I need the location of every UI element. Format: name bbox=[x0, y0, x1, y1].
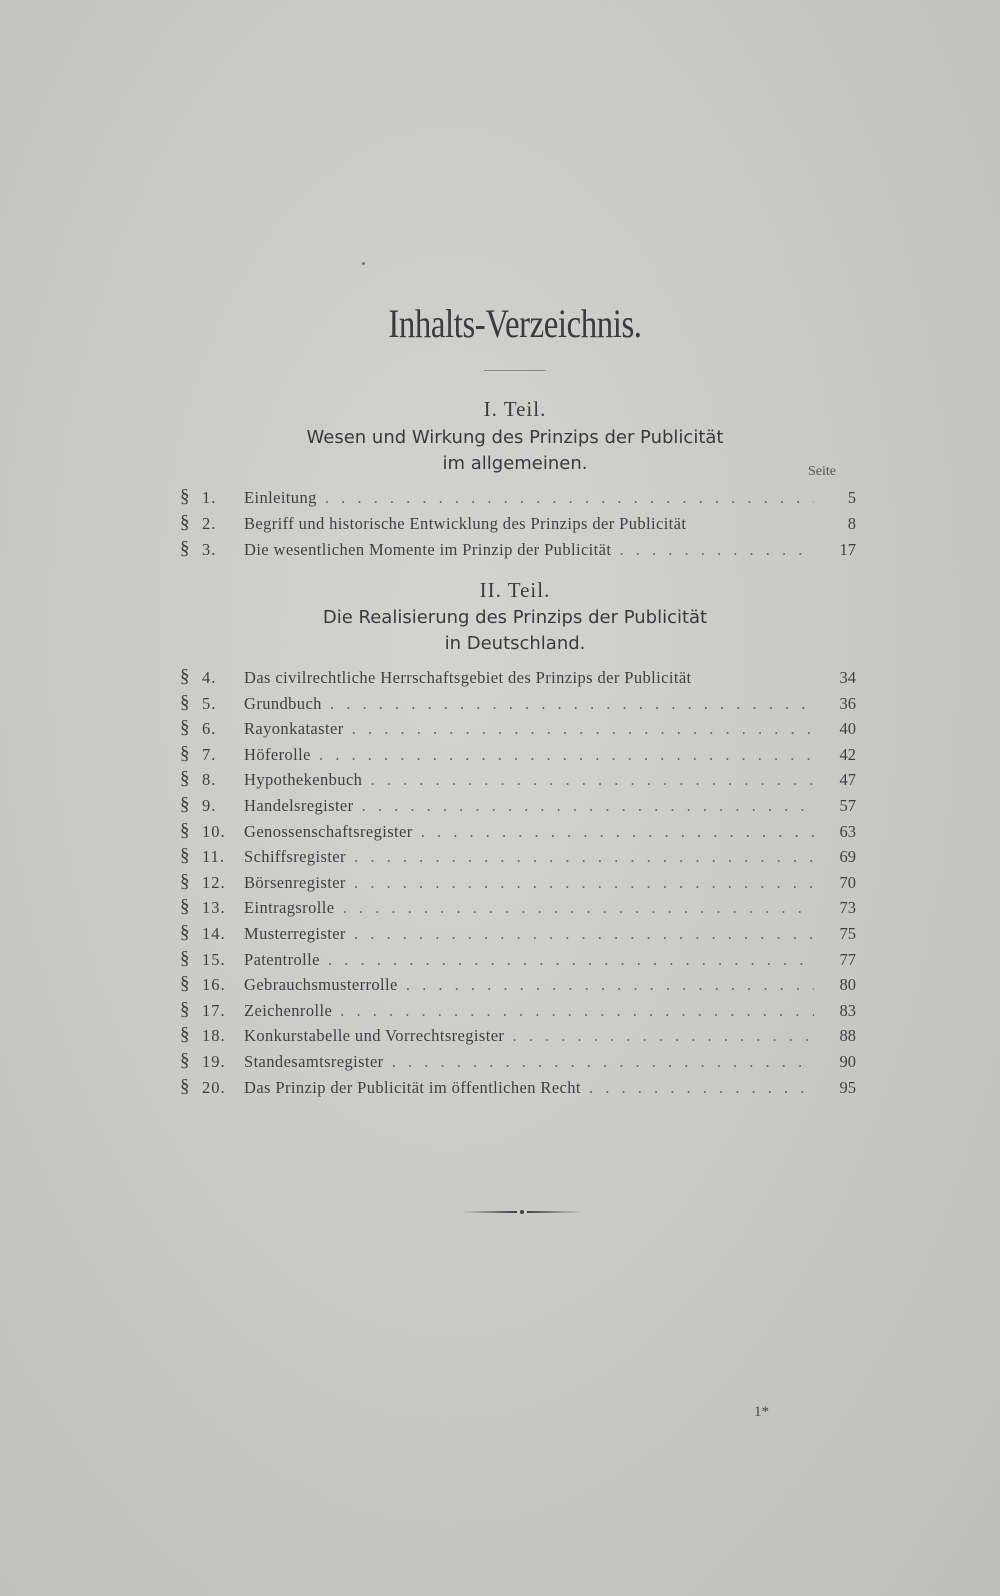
section-number: 2. bbox=[202, 514, 217, 533]
section-sign: § bbox=[180, 512, 190, 533]
section-sign: § bbox=[180, 691, 190, 713]
section-sign: § bbox=[180, 870, 190, 892]
section-sign: § bbox=[180, 768, 190, 790]
end-ornament bbox=[462, 1207, 582, 1217]
section-title: Eintragsrolle . . . bbox=[244, 898, 814, 918]
page-number: 8 bbox=[847, 514, 856, 533]
section-title: Höferolle . . . bbox=[244, 745, 814, 765]
toc-entry bbox=[172, 1024, 860, 1048]
section-sign: § bbox=[180, 742, 190, 764]
toc-entry bbox=[172, 538, 860, 562]
section-number: 10. bbox=[202, 821, 226, 841]
section-title: Die wesentlichen Momente im Prinzip der Publicität . . . bbox=[244, 540, 814, 560]
page-number: 80 bbox=[839, 975, 856, 995]
toc-entry bbox=[172, 922, 860, 946]
section-sign: § bbox=[180, 845, 190, 867]
toc-entry bbox=[172, 666, 860, 690]
section-sign: § bbox=[180, 486, 190, 507]
section-title: Musterregister . . . bbox=[244, 924, 814, 944]
toc-entry bbox=[172, 692, 860, 716]
section-sign: § bbox=[180, 666, 190, 687]
section-title: Hypothekenbuch . . . bbox=[244, 770, 814, 790]
toc-entry bbox=[172, 768, 860, 792]
section-sign: § bbox=[180, 973, 190, 995]
title-rule bbox=[484, 370, 546, 371]
page-number: 36 bbox=[839, 693, 856, 713]
section-sign: § bbox=[180, 1024, 190, 1046]
page-number: 69 bbox=[839, 847, 856, 867]
page-number: 17 bbox=[839, 540, 856, 559]
signature-mark: 1* bbox=[754, 1404, 769, 1420]
section-number: 11. bbox=[202, 847, 226, 867]
section-number: 16. bbox=[202, 975, 226, 995]
toc-entry bbox=[172, 743, 860, 767]
page-number: 47 bbox=[839, 770, 856, 790]
toc-entry bbox=[172, 1076, 860, 1100]
part-2-label: II. Teil. bbox=[479, 578, 551, 602]
page-number: 75 bbox=[839, 924, 856, 943]
section-title: Das civilrechtliche Herrschaftsgebiet des Prinzips der Publicität bbox=[244, 668, 692, 687]
section-title: Handelsregister . . . bbox=[244, 796, 814, 816]
page-number: 63 bbox=[839, 821, 856, 841]
section-sign: § bbox=[180, 1050, 190, 1071]
page-number: 40 bbox=[839, 719, 856, 739]
section-number: 4. bbox=[202, 668, 217, 687]
part-2-heading-line2: in Deutschland. bbox=[444, 633, 586, 654]
toc-entry bbox=[172, 486, 860, 510]
section-number: 12. bbox=[202, 872, 226, 892]
section-number: 6. bbox=[202, 719, 217, 739]
page-number: 42 bbox=[839, 744, 856, 764]
section-title: Patentrolle . . . bbox=[244, 950, 814, 970]
page-number: 73 bbox=[839, 898, 856, 918]
seite-label: Seite bbox=[808, 464, 836, 479]
toc-entry bbox=[172, 794, 860, 818]
page-number: 90 bbox=[839, 1052, 856, 1071]
page-number: 34 bbox=[839, 668, 856, 687]
section-sign: § bbox=[180, 819, 190, 841]
toc-entry bbox=[172, 1050, 860, 1074]
section-number: 8. bbox=[202, 770, 217, 790]
section-title: Rayonkataster . . . bbox=[244, 719, 814, 739]
section-title: Begriff und historische Entwicklung des Prinzips der Publicität bbox=[244, 514, 687, 533]
page-number: 77 bbox=[839, 949, 856, 969]
page-number: 83 bbox=[839, 1000, 856, 1020]
part-1-heading-line1: Wesen und Wirkung des Prinzips der Publicität bbox=[306, 427, 724, 448]
section-title: Zeichenrolle . . . bbox=[244, 1001, 814, 1021]
section-sign: § bbox=[180, 896, 190, 918]
toc-entry bbox=[172, 820, 860, 844]
toc-entry bbox=[172, 512, 860, 536]
page-number: 5 bbox=[847, 488, 856, 507]
page-number: 88 bbox=[839, 1026, 856, 1046]
section-sign: § bbox=[180, 538, 190, 559]
section-sign: § bbox=[180, 922, 190, 943]
section-title: Schiffsregister . . . bbox=[244, 847, 814, 867]
toc-entry bbox=[172, 871, 860, 895]
section-number: 15. bbox=[202, 949, 226, 969]
toc-entry bbox=[172, 845, 860, 869]
section-sign: § bbox=[180, 794, 190, 815]
section-sign: § bbox=[180, 1075, 190, 1097]
section-title: Einleitung . . . bbox=[244, 488, 814, 508]
section-sign: § bbox=[180, 717, 190, 739]
section-title: Das Prinzip der Publicität im öffentlichen Recht . . . bbox=[244, 1078, 814, 1098]
section-title: Genossenschaftsregister . . . bbox=[244, 822, 814, 842]
section-number: 7. bbox=[202, 744, 217, 764]
section-title: Standesamtsregister . . . bbox=[244, 1052, 814, 1072]
toc-entry bbox=[172, 948, 860, 972]
part-2-heading-line1: Die Realisierung des Prinzips der Publicität bbox=[322, 607, 708, 628]
section-number: 19. bbox=[202, 1052, 226, 1071]
page-number: 70 bbox=[839, 872, 856, 892]
section-number: 9. bbox=[202, 796, 217, 815]
section-number: 3. bbox=[202, 540, 217, 559]
section-number: 17. bbox=[202, 1000, 226, 1020]
page-number: 57 bbox=[839, 796, 856, 815]
page-number: 95 bbox=[839, 1077, 856, 1097]
toc-entry bbox=[172, 896, 860, 920]
section-sign: § bbox=[180, 998, 190, 1020]
toc-entry bbox=[172, 717, 860, 741]
section-title: Grundbuch . . . bbox=[244, 694, 814, 714]
toc-entry bbox=[172, 973, 860, 997]
page-title: Inhalts-Verzeichnis. bbox=[388, 301, 642, 346]
part-1-label: I. Teil. bbox=[483, 397, 547, 421]
section-number: 18. bbox=[202, 1026, 226, 1046]
section-title: Gebrauchsmusterrolle . . . bbox=[244, 975, 814, 995]
print-speck bbox=[362, 262, 365, 265]
section-title: Konkurstabelle und Vorrechtsregister . . . bbox=[244, 1026, 814, 1046]
section-number: 20. bbox=[202, 1077, 226, 1097]
toc-entry bbox=[172, 999, 860, 1023]
section-number: 5. bbox=[202, 693, 217, 713]
section-title: Börsenregister . . . bbox=[244, 873, 814, 893]
section-number: 14. bbox=[202, 924, 226, 943]
section-number: 13. bbox=[202, 898, 226, 918]
section-number: 1. bbox=[202, 488, 217, 507]
part-1-heading-line2: im allgemeinen. bbox=[442, 453, 588, 474]
section-sign: § bbox=[180, 947, 190, 969]
